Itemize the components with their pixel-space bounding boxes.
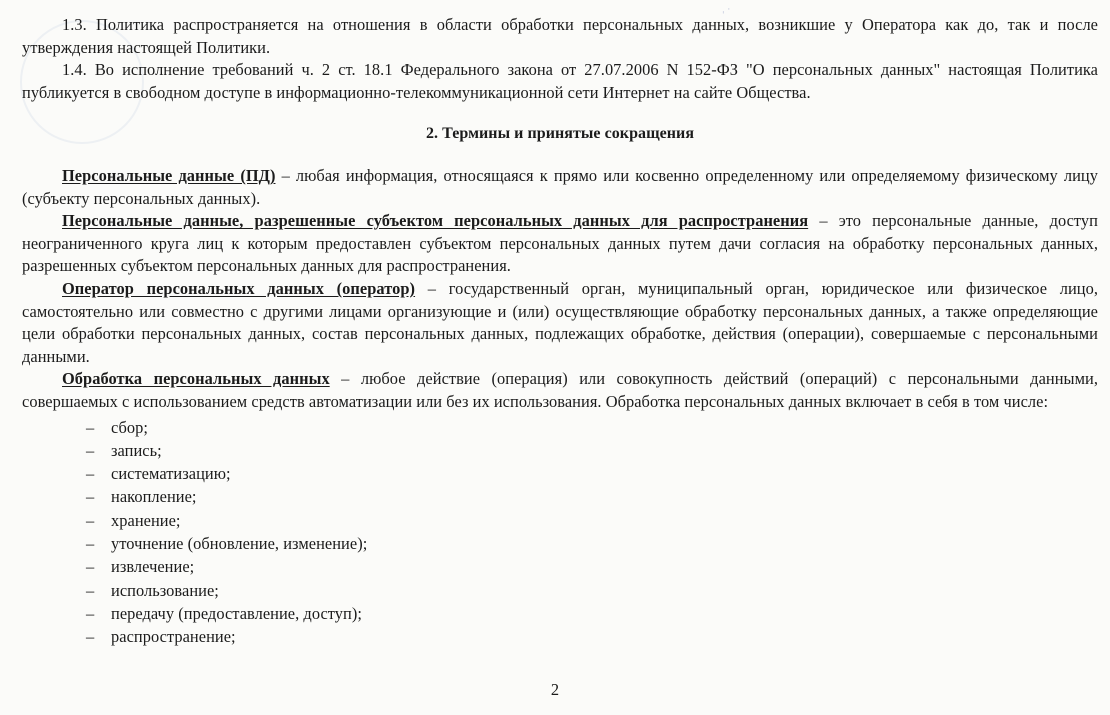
definition-text: – государственный орган, муниципальный орган, юридическое или физическое лицо, самостоятельно или совместно с другими лицами организующие и (или) осуществляющие обработку персональных данных, а также определяющие цели обработки персональных данных, состав персональных данных, подлежащих обработке, действия (операции), совершаемые с персональными данными. (22, 278, 1098, 366)
dash-bullet: – (86, 487, 95, 507)
list-item: – сбор; (86, 416, 1098, 439)
page-number: 2 (550, 680, 560, 699)
definition-term: Оператор персональных данных (оператор) (62, 278, 416, 298)
list-item: – распространение; (86, 625, 1098, 648)
dash-bullet: – (86, 533, 95, 553)
dash-bullet: – (86, 557, 95, 577)
definition-text: – любое действие (операция) или совокупность действий (операций) с персональными данными, совершаемых с использованием средств автоматизации или без их использования. Обработка персональных данных включает в себя в том числе: (22, 369, 1098, 411)
list-item: – запись; (86, 439, 1098, 462)
list-item: – использование; (86, 579, 1098, 602)
paragraph-1-4: 1.4. Во исполнение требований ч. 2 ст. 18.1 Федерального закона от 27.07.2006 N 152-ФЗ "О персональных данных" настоящая Политика публикуется в свободном доступе в информационно-телекоммуникационной сети Интернет на сайте Общества. (22, 60, 1098, 102)
dash-bullet: – (86, 417, 95, 437)
dash-bullet: – (86, 464, 95, 484)
ink-speck-mark: ˌ · (722, 5, 731, 15)
definition-term: Персональные данные, разрешенные субъектом персональных данных для распространения (62, 211, 809, 231)
definition-processing (22, 368, 1098, 413)
dash-bullet: – (86, 440, 95, 460)
dash-bullet: – (86, 603, 95, 623)
definition-operator (22, 278, 1098, 368)
list-item: – систематизацию; (86, 462, 1098, 485)
dash-bullet: – (86, 627, 95, 647)
definition-text: – это персональные данные, доступ неограниченного круга лиц к которым предоставлен субъектом персональных данных путем дачи согласия на обработку персональных данных, разрешенных субъектом персональных данных для распространения. (22, 211, 1098, 276)
list-item: – уточнение (обновление, изменение); (86, 532, 1098, 555)
dash-bullet: – (86, 510, 95, 530)
list-item: – извлечение; (86, 555, 1098, 578)
dash-bullet: – (86, 580, 95, 600)
definition-personal-data (22, 165, 1098, 210)
definition-text: – любая информация, относящаяся к прямо или косвенно определенному или определяемому физическому лицу (субъекту персональных данных). (22, 165, 1098, 208)
section-heading: 2. Термины и принятые сокращения (425, 125, 695, 143)
definition-term: Обработка персональных данных (62, 369, 330, 389)
list-item: – передачу (предоставление, доступ); (86, 602, 1098, 625)
definition-term: Персональные данные (ПД) (62, 165, 276, 185)
document-page (22, 14, 1098, 648)
processing-actions-list (22, 416, 1098, 649)
list-item: – накопление; (86, 485, 1098, 508)
list-item: – хранение; (86, 509, 1098, 532)
definition-distribution-data (22, 210, 1098, 278)
paragraph-1-3: 1.3. Политика распространяется на отношения в области обработки персональных данных, возникшие у Оператора как до, так и после утверждения настоящей Политики. (22, 15, 1098, 57)
